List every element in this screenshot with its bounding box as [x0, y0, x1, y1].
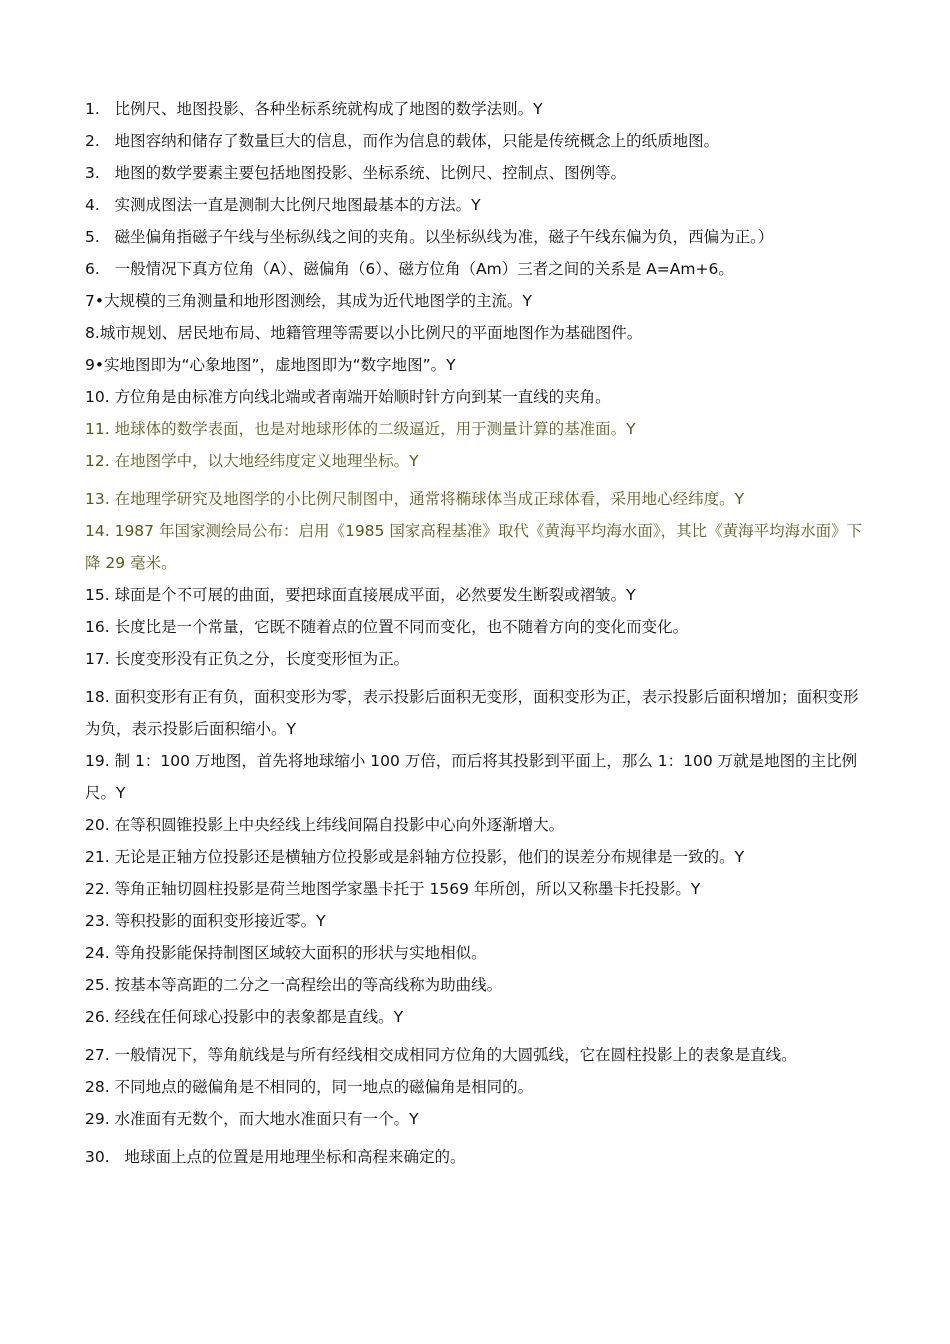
statement-item-16: [85, 611, 867, 643]
item-number: 13.: [85, 490, 115, 508]
item-number: 26.: [85, 1008, 115, 1026]
item-text: 磁坐偏角指磁子午线与坐标纵线之间的夹角。以坐标纵线为准，磁子午线东偏为负，西偏为正。）: [114, 228, 774, 246]
statement-item-4: [85, 189, 867, 221]
item-number: 22.: [85, 880, 115, 898]
item-number: 3.: [85, 164, 115, 182]
item-number: 23.: [85, 912, 115, 930]
item-number: 6.: [85, 260, 115, 278]
item-text: 经线在任何球心投影中的表象都是直线。Y: [114, 1008, 404, 1026]
item-text: 在地图学中，以大地经纬度定义地理坐标。Y: [114, 452, 419, 470]
item-text: 大规模的三角测量和地形图测绘，其成为近代地图学的主流。Y: [104, 292, 532, 310]
item-number: 12.: [85, 452, 115, 470]
item-number: 20.: [85, 816, 115, 834]
item-number: 28.: [85, 1078, 115, 1096]
item-number: 19.: [85, 752, 115, 770]
item-number: 30.: [85, 1148, 125, 1166]
item-text: 水准面有无数个，而大地水准面只有一个。Y: [114, 1110, 419, 1128]
item-text: 地图容纳和储存了数量巨大的信息，而作为信息的载体，只能是传统概念上的纸质地图。: [114, 132, 720, 150]
statement-item-22: [85, 873, 867, 905]
item-number: 17.: [85, 650, 115, 668]
item-text: 一般情况下真方位角（A）、磁偏角（6）、磁方位角（Am）三者之间的关系是 A=Am+6。: [114, 260, 734, 278]
item-number: 10.: [85, 388, 115, 406]
statement-item-11: [85, 413, 867, 445]
statement-item-7: [85, 285, 867, 317]
item-number: 14.: [85, 522, 115, 540]
item-number: 25.: [85, 976, 115, 994]
item-number: 29.: [85, 1110, 115, 1128]
item-number: 5.: [85, 228, 115, 246]
item-number: 7•: [85, 292, 105, 310]
statement-item-9: [85, 349, 867, 381]
item-number: 9•: [85, 356, 105, 374]
statement-item-30: [85, 1141, 867, 1173]
statement-item-26: [85, 1001, 867, 1033]
statement-item-12: [85, 445, 867, 477]
statement-item-8: [85, 317, 867, 349]
item-text: 实地图即为“心象地图”，虚地图即为“数字地图”。Y: [104, 356, 456, 374]
item-text: 按基本等高距的二分之一高程绘出的等高线称为助曲线。: [114, 976, 503, 994]
item-text: 地球体的数学表面，也是对地球形体的二级逼近，用于测量计算的基准面。Y: [114, 420, 636, 438]
item-text: 无论是正轴方位投影还是横轴方位投影或是斜轴方位投影，他们的误差分布规律是一致的。Y: [114, 848, 745, 866]
statement-item-6: [85, 253, 867, 285]
item-text: 等积投影的面积变形接近零。Y: [114, 912, 326, 930]
statement-item-28: [85, 1071, 867, 1103]
item-text: 城市规划、居民地布局、地籍管理等需要以小比例尺的平面地图作为基础图件。: [99, 324, 643, 342]
item-number: 21.: [85, 848, 115, 866]
item-text: 地图的数学要素主要包括地图投影、坐标系统、比例尺、控制点、图例等。: [114, 164, 627, 182]
statement-item-19: [85, 745, 867, 809]
item-number: 15.: [85, 586, 115, 604]
item-number: 1.: [85, 100, 115, 118]
item-text: 长度变形没有正负之分，长度变形恒为正。: [114, 650, 410, 668]
statement-item-20: [85, 809, 867, 841]
statement-item-2: [85, 125, 867, 157]
statement-item-5: [85, 221, 867, 253]
item-number: 2.: [85, 132, 115, 150]
item-text: 制 1：100 万地图，首先将地球缩小 100 万倍，而后将其投影到平面上，那么 1：100 万就是地图的主比例尺。Y: [85, 752, 858, 802]
statement-item-14: [85, 515, 867, 579]
item-text: 一般情况下，等角航线是与所有经线相交成相同方位角的大圆弧线，它在圆柱投影上的表象是直线。: [114, 1046, 797, 1064]
statement-item-15: [85, 579, 867, 611]
item-text: 长度比是一个常量，它既不随着点的位置不同而变化，也不随着方向的变化而变化。: [114, 618, 689, 636]
item-text: 在等积圆锥投影上中央经线上纬线间隔自投影中心向外逐渐增大。: [114, 816, 565, 834]
item-text: 不同地点的磁偏角是不相同的，同一地点的磁偏角是相同的。: [114, 1078, 534, 1096]
item-number: 24.: [85, 944, 115, 962]
statement-item-1: [85, 93, 867, 125]
item-number: 11.: [85, 420, 115, 438]
item-number: 8.: [85, 324, 100, 342]
statement-item-10: [85, 381, 867, 413]
statement-item-29: [85, 1103, 867, 1135]
item-number: 4.: [85, 196, 115, 214]
statement-item-25: [85, 969, 867, 1001]
item-text: 实测成图法一直是测制大比例尺地图最基本的方法。Y: [114, 196, 481, 214]
statement-item-27: [85, 1039, 867, 1071]
item-number: 16.: [85, 618, 115, 636]
statement-item-17: [85, 643, 867, 675]
item-text: 面积变形有正有负，面积变形为零，表示投影后面积无变形，面积变形为正，表示投影后面积增加；面积变形为负，表示投影后面积缩小。Y: [85, 688, 859, 738]
statement-item-21: [85, 841, 867, 873]
item-text: 1987 年国家测绘局公布：启用《1985 国家高程基准》取代《黄海平均海水面》，其比《黄海平均海水面》下降 29 毫米。: [85, 522, 863, 572]
statement-list: [85, 93, 867, 1173]
item-number: 27.: [85, 1046, 115, 1064]
item-number: 18.: [85, 688, 115, 706]
item-text: 球面是个不可展的曲面，要把球面直接展成平面，必然要发生断裂或褶皱。Y: [114, 586, 636, 604]
statement-item-13: [85, 483, 867, 515]
item-text: 比例尺、地图投影、各种坐标系统就构成了地图的数学法则。Y: [114, 100, 543, 118]
statement-item-23: [85, 905, 867, 937]
item-text: 地球面上点的位置是用地理坐标和高程来确定的。: [124, 1148, 466, 1166]
item-text: 方位角是由标准方向线北端或者南端开始顺时针方向到某一直线的夹角。: [114, 388, 611, 406]
statement-item-18: [85, 681, 867, 745]
item-text: 等角投影能保持制图区域较大面积的形状与实地相似。: [114, 944, 487, 962]
item-text: 在地理学研究及地图学的小比例尺制图中，通常将椭球体当成正球体看，采用地心经纬度。Y: [114, 490, 745, 508]
statement-item-24: [85, 937, 867, 969]
statement-item-3: [85, 157, 867, 189]
item-text: 等角正轴切圆柱投影是荷兰地图学家墨卡托于 1569 年所创，所以又称墨卡托投影。Y: [114, 880, 701, 898]
